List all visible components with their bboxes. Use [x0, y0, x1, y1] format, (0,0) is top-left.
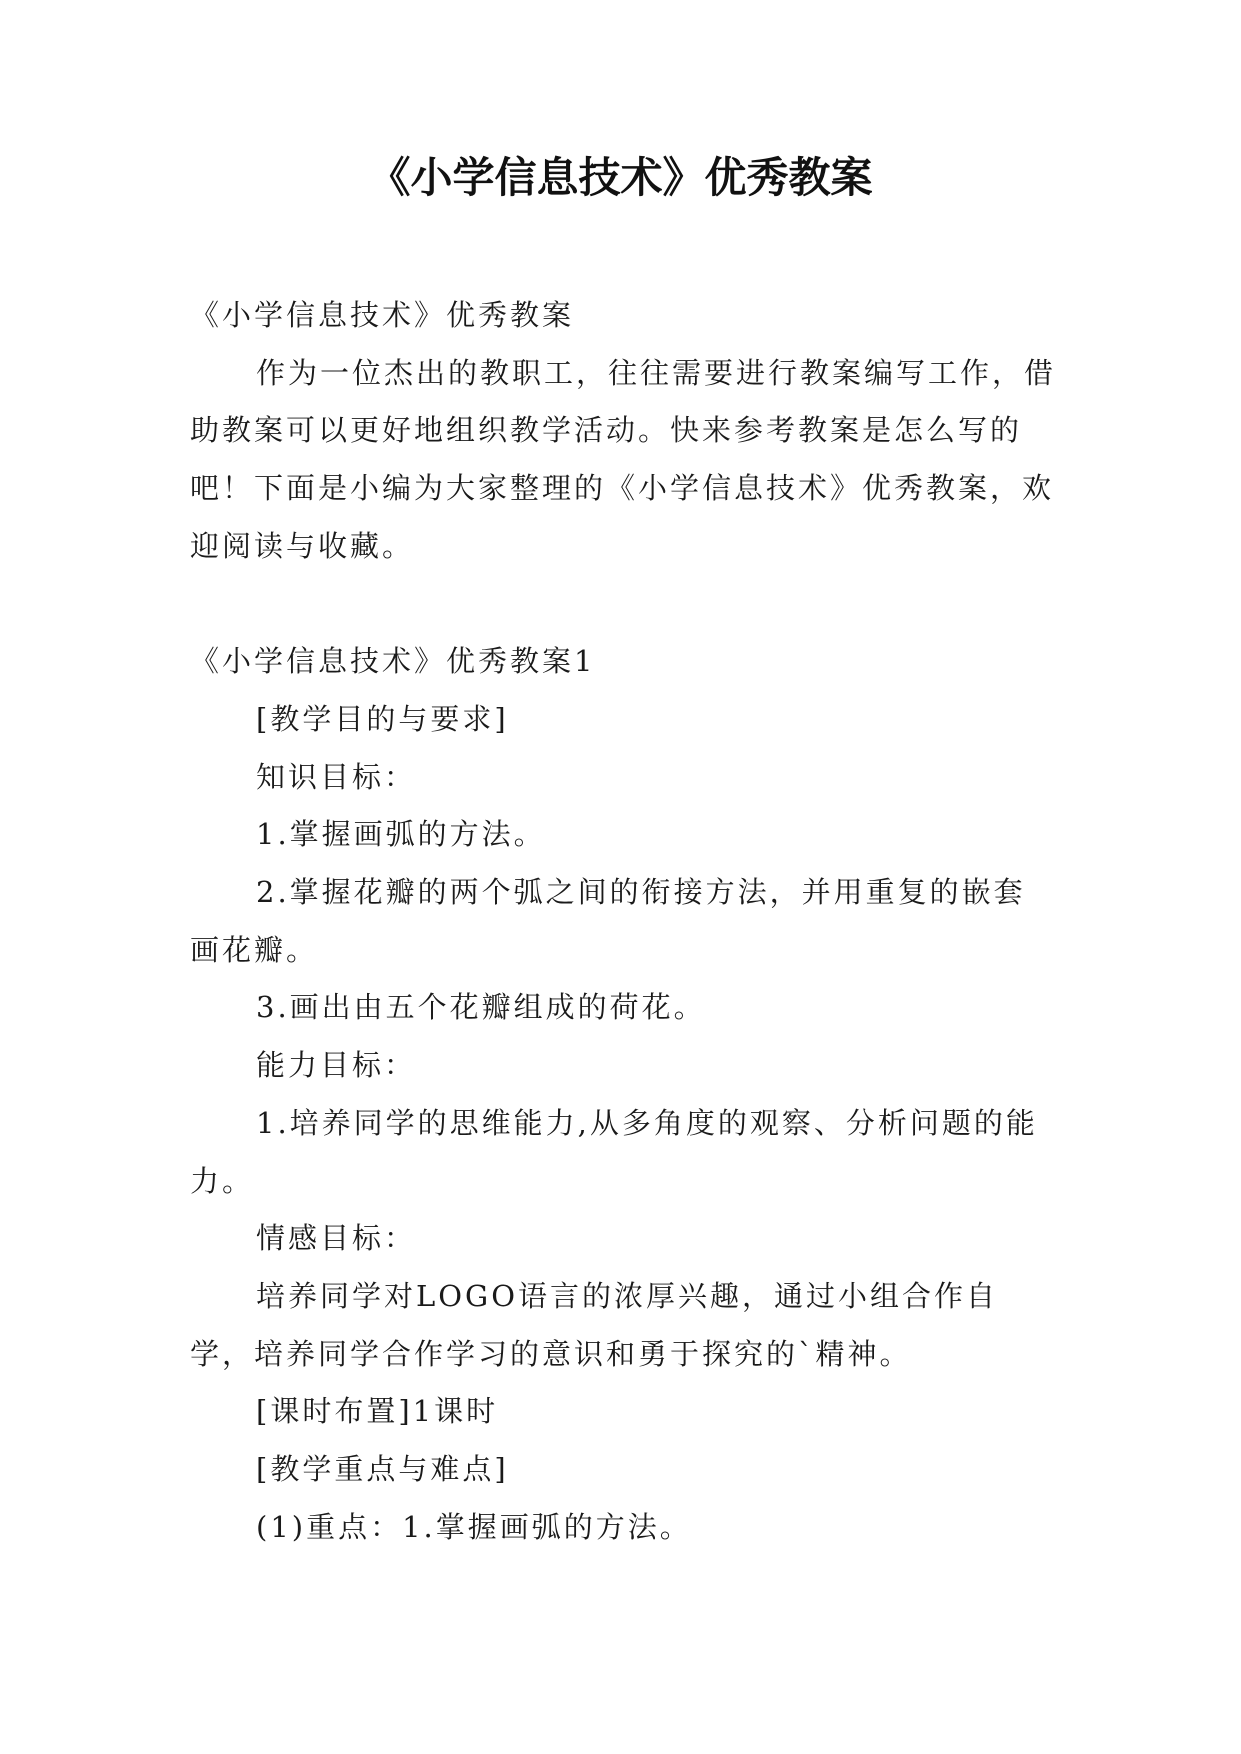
list-item: (1)重点：1.掌握画弧的方法。 — [256, 1509, 692, 1544]
list-item: 2.掌握花瓣的两个弧之间的衔接方法，并用重复的嵌套画花瓣。 — [190, 875, 1026, 967]
list-heading: 知识目标： — [256, 759, 417, 794]
document-title: 《小学信息技术》优秀教案 — [368, 153, 873, 202]
list-heading: 能力目标： — [256, 1048, 417, 1083]
list-item: 1.培养同学的思维能力,从多角度的观察、分析问题的能力。 — [190, 1105, 1038, 1198]
subsection-heading: [教学目的与要求] — [256, 701, 509, 736]
section-heading: 《小学信息技术》优秀教案1 — [190, 644, 596, 679]
subsection-heading: [课时布置]1课时 — [256, 1394, 499, 1429]
subsection-heading: [教学重点与难点] — [256, 1452, 509, 1487]
body-paragraph: 培养同学对LOGO语言的浓厚兴趣，通过小组合作自学，培养同学合作学习的意识和勇于探究的`精神。 — [190, 1278, 998, 1371]
list-item: 1.掌握画弧的方法。 — [256, 817, 546, 852]
list-item: 3.画出由五个花瓣组成的荷花。 — [256, 990, 706, 1025]
intro-paragraph: 作为一位杰出的教职工，往往需要进行教案编写工作，借助教案可以更好地组织教学活动。快来参考教案是怎么写的吧！下面是小编为大家整理的《小学信息技术》优秀教案，欢迎阅读与收藏。 — [190, 355, 1057, 563]
list-heading: 情感目标： — [256, 1221, 417, 1256]
document-body — [190, 287, 1056, 1556]
intro-heading: 《小学信息技术》优秀教案 — [190, 298, 575, 332]
